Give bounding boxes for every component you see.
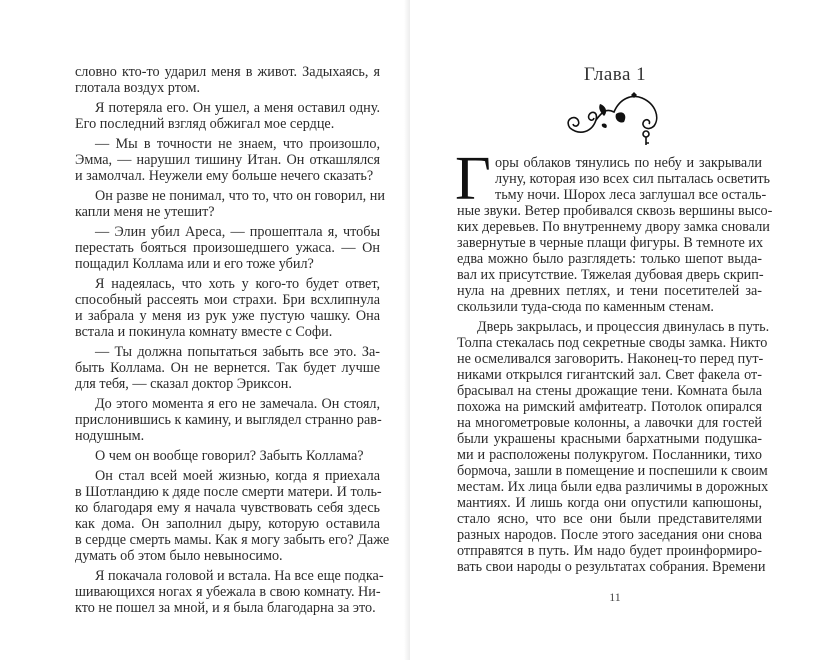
text-line: Эмма, — нарушил тишину Итан. Он откашлялся xyxy=(75,152,380,168)
chapter-title: Глава 1 xyxy=(583,64,647,85)
text-line: похожа на римский амфитеатр. Потолок опирался xyxy=(457,399,762,415)
text-line: ми и расположены полукругом. Посланники, тихо xyxy=(457,447,762,463)
text-line: встала и покинула комнату вместе с Софи. xyxy=(75,324,333,340)
text-line: разных народов. После этого заседания они снова xyxy=(457,527,762,543)
text-line: думать об этом было невыносимо. xyxy=(75,548,283,564)
text-line: мантиях. И лишь когда они опустили капюшоны, xyxy=(457,495,762,511)
text-line: ких деревьев. По внутреннему двору замка сновали xyxy=(457,219,770,235)
text-line: — Ты должна попытаться забыть все это. За- xyxy=(95,344,380,360)
text-line: Дверь закрылась, и процессия двинулась в путь. xyxy=(477,319,770,335)
text-line: ко благодаря ему я начала чувствовать себя здесь xyxy=(75,500,380,516)
text-line: быть Коллама. Он не вернется. Так будет лучше xyxy=(75,360,380,376)
text-line: оры облаков тянулись по небу и закрывали xyxy=(495,155,762,171)
text-line: скользили туда-сюда по каменным стенам. xyxy=(457,299,714,315)
text-line: ные звуки. Ветер пробивался сквозь вершины высо- xyxy=(457,203,773,219)
text-line: никами открылся гигантский зал. Свет факела от- xyxy=(457,367,762,383)
paragraph xyxy=(75,448,380,464)
text-line: на многометровые колонны, а лавочки для гостей xyxy=(457,415,762,431)
text-line: брасывал на стены дрожащие тени. Комната была xyxy=(457,383,762,399)
text-line: и замолчал. Неужели ему больше нечего сказать? xyxy=(75,168,374,184)
text-line: в Шотландию к дяде после смерти матери. И толь- xyxy=(75,484,382,500)
text-line: О чем он вообще говорил? Забыть Коллама? xyxy=(95,448,364,464)
text-line: шивающихся ногах я убежала в свою комнату. Ни- xyxy=(75,584,381,600)
text-line: луну, которая изо всех сил пыталась осветить xyxy=(495,171,771,187)
text-line: нодушным. xyxy=(75,428,145,444)
text-line: для тебя, — сказал доктор Эриксон. xyxy=(75,376,292,392)
paragraph xyxy=(75,188,385,220)
text-line: Я покачала головой и встала. На все еще подка- xyxy=(95,568,384,584)
text-line: вать свои народы о результатах собрания. Времени xyxy=(457,559,766,575)
text-line: словно кто-то ударил меня в живот. Задыхаясь, я xyxy=(75,64,380,80)
drop-cap: Г xyxy=(455,145,491,213)
text-line: отправятся в путь. Им надо будет проинформиро- xyxy=(457,543,762,559)
text-line: бормоча, зашли в помещение и поспешили к своим xyxy=(457,463,768,479)
paragraph xyxy=(75,64,380,96)
text-line: — Элин убил Ареса, — прошептала я, чтобы xyxy=(95,224,380,240)
paragraph xyxy=(75,224,380,272)
text-line: тьму ночи. Шорох леса заглушал все осталь- xyxy=(495,187,767,203)
right-page-text xyxy=(455,145,773,579)
text-line: нула на древних петлях, и тени посетителей за- xyxy=(457,283,762,299)
text-line: как дома. Он заполнил дыру, которую оставила xyxy=(75,516,380,532)
paragraph xyxy=(75,344,380,392)
paragraph xyxy=(75,136,380,184)
paragraph xyxy=(75,100,380,132)
floral-key-ornament-icon xyxy=(562,90,672,145)
text-line: пощадил Коллама или и его тоже убил? xyxy=(75,256,314,272)
text-line: — Мы в точности не знаем, что произошло, xyxy=(95,136,380,152)
text-line: были украшены красными бархатными подушка- xyxy=(457,431,762,447)
text-line: местам. Их лица были едва различимы в дорожных xyxy=(457,479,769,495)
text-line: прислонившись к камину, и выглядел странно рав- xyxy=(75,412,382,428)
paragraph xyxy=(457,319,770,575)
text-line: в сердце смерть мамы. Как я могу забыть его? Даже xyxy=(75,532,390,548)
right-page xyxy=(410,0,820,660)
text-line: вал их присутствие. Тяжелая дубовая дверь скрип- xyxy=(457,267,764,283)
text-line: глотала воздух ртом. xyxy=(75,80,201,96)
text-line: едва можно было разглядеть: только шепот выда- xyxy=(457,251,762,267)
text-line: способный рассеять мои страхи. Бри всхлипнула xyxy=(75,292,380,308)
text-line: Он разве не понимал, что то, что он говорил, ни xyxy=(95,188,385,204)
paragraph xyxy=(75,396,380,444)
text-line: Толпа стекалась под секретные своды замка. Никто xyxy=(457,335,768,351)
text-line: Его последний взгляд обжигал мое сердце. xyxy=(75,116,335,132)
text-line: стало ясно, что все они были представителями xyxy=(457,511,762,527)
text-line: и забрала у меня из рук уже пустую чашку. Она xyxy=(75,308,380,324)
page-number: 11 xyxy=(609,590,621,604)
text-line: капли меня не утешит? xyxy=(75,204,215,220)
text-line: завернутые в черные плащи фигуры. В темноте их xyxy=(457,235,764,251)
text-line: перестать бояться произошедшего ужаса. — Он xyxy=(75,240,380,256)
text-line: кто не пошел за мной, и я была благодарна за это. xyxy=(75,600,376,616)
paragraph xyxy=(75,468,390,564)
paragraph xyxy=(457,155,773,315)
text-line: До этого момента я его не замечала. Он стоял, xyxy=(95,396,380,412)
paragraph xyxy=(75,276,380,340)
paragraph xyxy=(75,568,384,616)
text-line: не осмеливался заговорить. Наконец-то перед пут- xyxy=(457,351,764,367)
text-line: Я надеялась, что хоть у кого-то будет ответ, xyxy=(95,276,380,292)
text-line: Я потеряла его. Он ушел, а меня оставил одну. xyxy=(95,100,380,116)
text-line: Он стал всей моей жизнью, когда я приехала xyxy=(95,468,380,484)
left-page-text xyxy=(75,64,390,620)
